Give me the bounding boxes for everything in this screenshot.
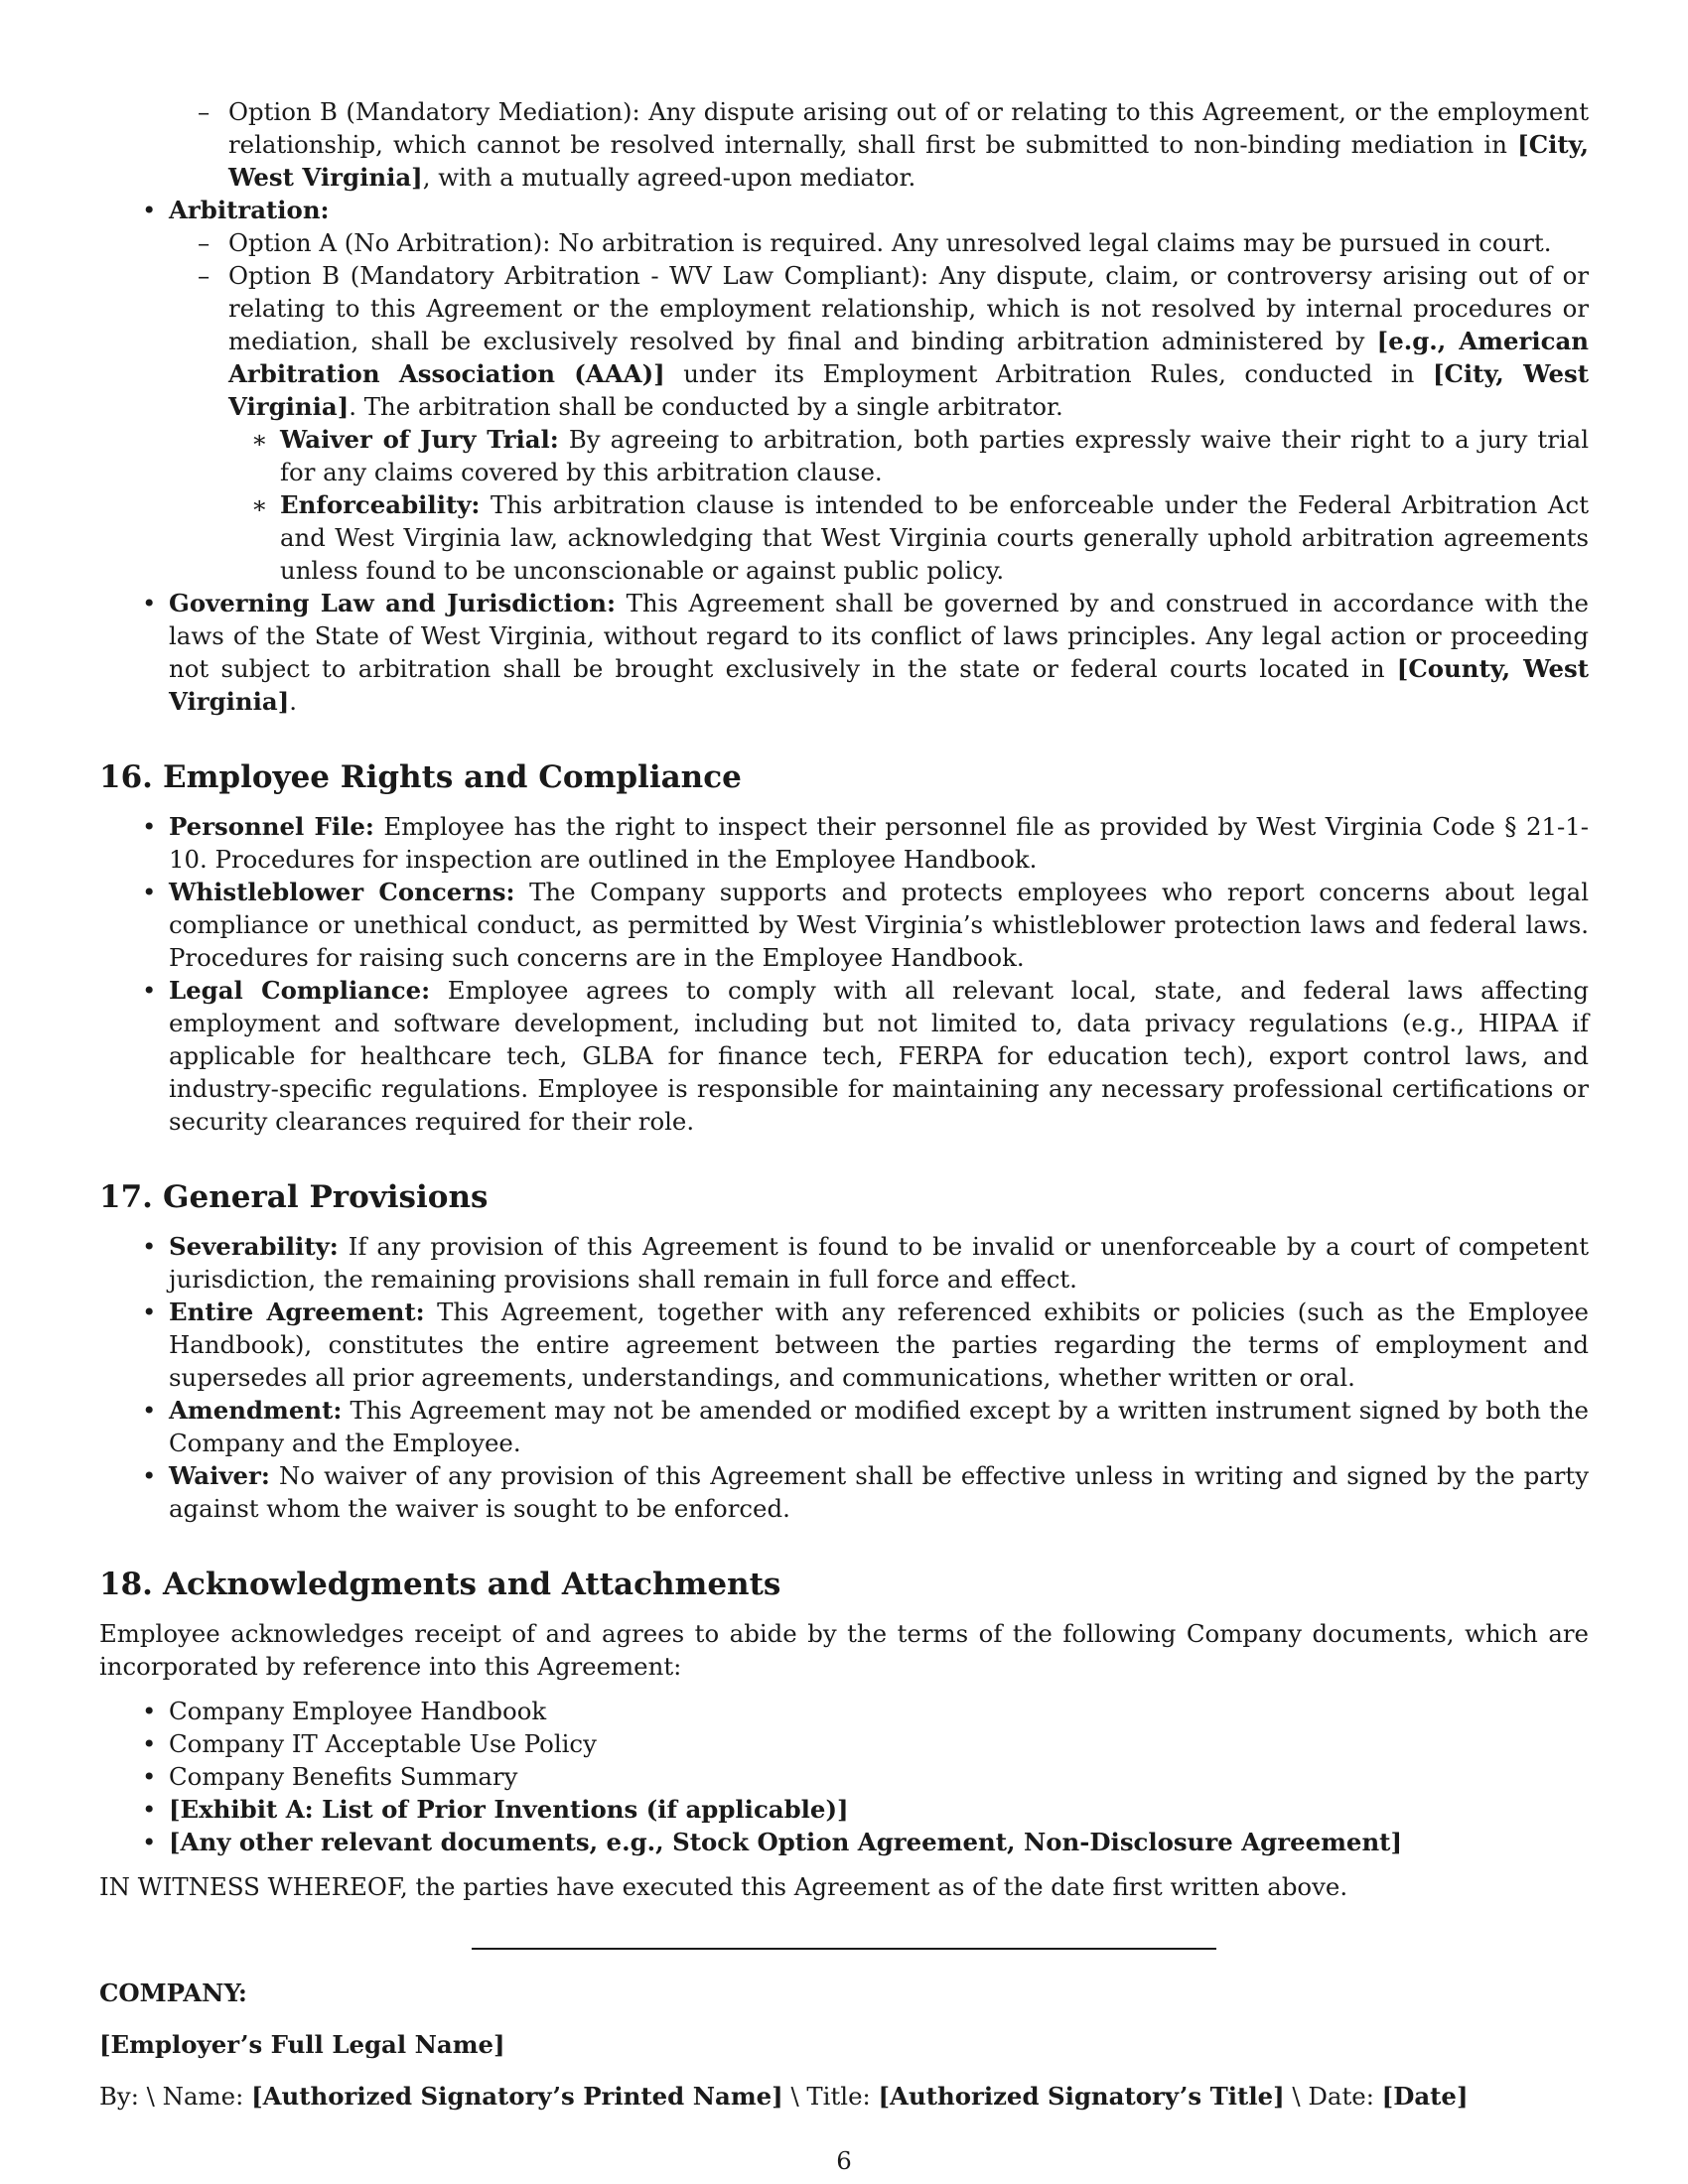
whistleblower-concerns: • Whistleblower Concerns: The Company supports and protects employees who report concerns about legal compliance or unethical conduct, as permitted by West Virginia’s whistleblower protection laws and federal laws. Procedures for raising such concerns are in the Employee Handbook. [142,878,1589,972]
witness-statement: IN WITNESS WHEREOF, the parties have executed this Agreement as of the date first written above. [99,1872,1348,1901]
page-number: 6 [836,2146,852,2175]
amendment: • Amendment: This Agreement may not be amended or modified except by a written instrument signed by both the Company and the Employee. [142,1396,1589,1457]
arbitration-item [99,194,1589,226]
dash-marker: – [198,97,211,126]
section-17-list [99,1230,1589,1525]
arbitration-heading: Arbitration: [169,196,330,224]
legal-compliance: • Legal Compliance: Employee agrees to comply with all relevant local, state, and federal laws affecting employment and software development, including but not limited to, data privacy regulations (e.g., HIPAA if applicable for healthcare tech, GLBA for finance tech, FERPA for education tech), export control laws, and industry-specific regulations. Employee is responsible for maintaining any necessary professional certifications or security clearances required for their role. [142,976,1589,1136]
list-item: • Company Benefits Summary [142,1762,518,1791]
waiver-of-jury-trial: ∗ Waiver of Jury Trial: By agreeing to arbitration, both parties expressly waive their right to a jury trial for any claims covered by this arbitration clause. [251,425,1589,486]
bullet-marker: • [142,1729,157,1758]
dash-marker: – [198,261,211,290]
bullet-marker: • [142,196,157,224]
dispute-resolution-list [99,95,1589,718]
bullet-marker: • [142,1795,157,1824]
list-item: • [Exhibit A: List of Prior Inventions (if applicable)] [142,1795,849,1824]
bullet-marker: • [142,1828,157,1856]
bullet-marker: • [142,812,157,841]
bullet-marker: • [142,589,157,617]
section-17-heading: 17. General Provisions [99,1179,489,1215]
signature-line [472,1948,1216,1950]
bullet-marker: • [142,1396,157,1425]
dash-marker: – [198,228,211,257]
company-label: COMPANY: [99,1979,247,2007]
section-16-heading: 16. Employee Rights and Compliance [99,759,742,795]
list-item: • [Any other relevant documents, e.g., Stock Option Agreement, Non-Disclosure Agreement] [142,1828,1402,1856]
bullet-marker: • [142,976,157,1005]
document-page [99,95,1589,2113]
bullet-marker: • [142,1297,157,1326]
arbitration-option-b: – Option B (Mandatory Arbitration - WV Law Compliant): Any dispute, claim, or controversy arising out of or relating to this Agreement or the employment relationship, which is not resolved by internal procedures or mediation, shall be exclusively resolved by final and binding arbitration administered by [e.g., American Arbitration Association (AAA)] under its Employment Arbitration Rules, conducted in [City, West Virginia]. The arbitration shall be conducted by a single arbitrator. [198,261,1589,421]
mediation-option-b: – Option B (Mandatory Mediation): Any dispute arising out of or relating to this Agreement, or the employment relationship, which cannot be resolved internally, shall first be submitted to non-binding mediation in [City, West Virginia], with a mutually agreed-upon mediator. [198,97,1589,192]
severability: • Severability: If any provision of this Agreement is found to be invalid or unenforceable by a court of competent jurisdiction, the remaining provisions shall remain in full force and effect. [142,1232,1589,1294]
section-16-list [99,810,1589,1138]
bullet-marker: • [142,1232,157,1261]
bullet-marker: • [142,1697,157,1725]
attachments-list [99,1695,1589,1858]
list-item: • Company IT Acceptable Use Policy [142,1729,597,1758]
bullet-marker: • [142,878,157,906]
governing-law: • Governing Law and Jurisdiction: This Agreement shall be governed by and construed in accordance with the laws of the State of West Virginia, without regard to its conflict of laws principles. Any legal action or proceeding not subject to arbitration shall be brought exclusively in the state or federal courts located in [County, West Virginia]. [142,589,1589,716]
list-item: • Company Employee Handbook [142,1697,547,1725]
bullet-marker: • [142,1461,157,1490]
signatory-line: By: \ Name: [Authorized Signatory’s Printed Name] \ Title: [Authorized Signatory’s Title] \ Date: [Date] [99,2082,1469,2111]
waiver: • Waiver: No waiver of any provision of this Agreement shall be effective unless in writing and signed by the party against whom the waiver is sought to be enforced. [142,1461,1589,1523]
section-18-heading: 18. Acknowledgments and Attachments [99,1567,781,1602]
enforceability: ∗ Enforceability: This arbitration clause is intended to be enforceable under the Federal Arbitration Act and West Virginia law, acknowledging that West Virginia courts generally uphold arbitration agreements unless found to be unconscionable or against public policy. [251,490,1589,585]
asterisk-marker: ∗ [251,425,268,454]
asterisk-marker: ∗ [251,490,268,519]
section-18-intro: Employee acknowledges receipt of and agrees to abide by the terms of the following Company documents, which are incorporated by reference into this Agreement: [99,1619,1589,1681]
bullet-marker: • [142,1762,157,1791]
arbitration-option-a: – Option A (No Arbitration): No arbitration is required. Any unresolved legal claims may be pursued in court. [198,228,1552,257]
employer-name: [Employer’s Full Legal Name] [99,2030,505,2059]
entire-agreement: • Entire Agreement: This Agreement, together with any referenced exhibits or policies (such as the Employee Handbook), constitutes the entire agreement between the parties regarding the terms of employment and supersedes all prior agreements, understandings, and communications, whether written or oral. [142,1297,1589,1392]
personnel-file: • Personnel File: Employee has the right to inspect their personnel file as provided by West Virginia Code § 21-1-10. Procedures for inspection are outlined in the Employee Handbook. [142,812,1589,874]
